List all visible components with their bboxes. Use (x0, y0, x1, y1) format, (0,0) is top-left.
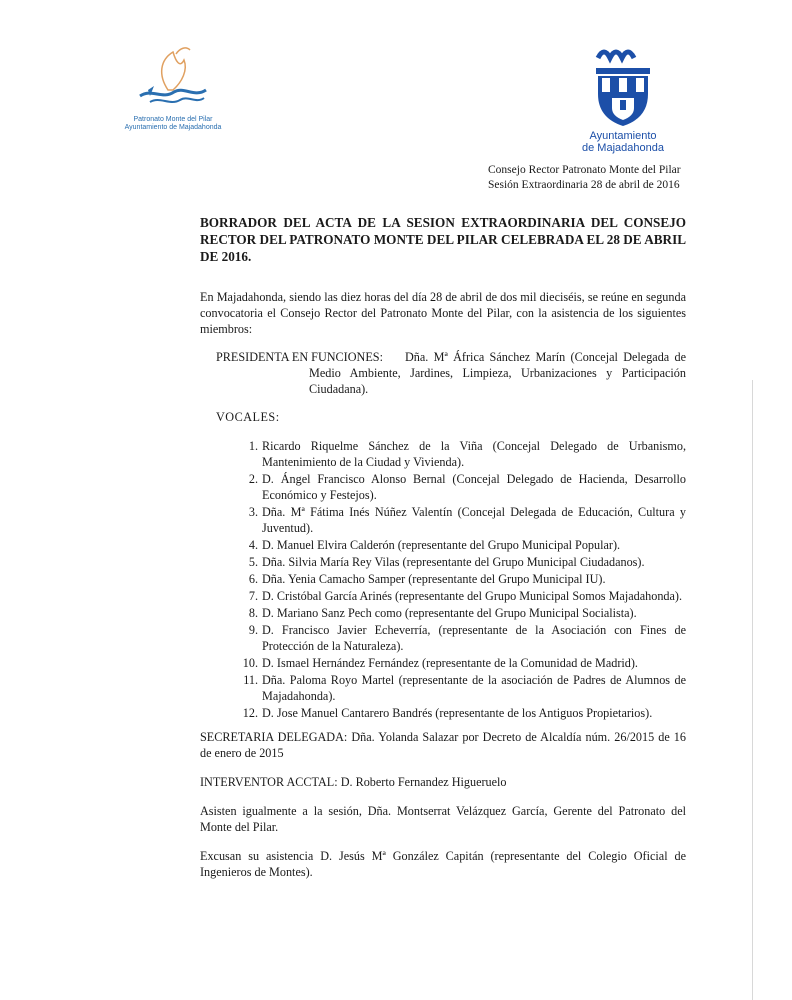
list-item (200, 571, 686, 587)
list-item-text: Dña. Mª Fátima Inés Núñez Valentín (Concejal Delegada de Educación, Cultura y Juventud). (262, 505, 686, 535)
intro-paragraph: En Majadahonda, siendo las diez horas del día 28 de abril de dos mil dieciséis, se reúne en segunda convocatoria el Consejo Rector del Patronato Monte del Pilar, con la asistencia de los siguientes miembros: (200, 290, 686, 336)
council-name: Consejo Rector Patronato Monte del Pilar (488, 164, 681, 176)
ayuntamiento-logo-caption-1: Ayuntamiento (589, 130, 657, 142)
presidenta-text: Dña. Mª África Sánchez Marín (Concejal Delegada de Medio Ambiente, Jardines, Limpieza, Urbanizaciones y Participación Ciudadana). (309, 350, 686, 396)
list-item-number: 6. (248, 572, 258, 586)
interventor-label: INTERVENTOR ACCTAL: (200, 775, 338, 789)
list-item-text: D. Mariano Sanz Pech como (representante del Grupo Municipal Socialista). (262, 606, 637, 620)
list-item-text: Dña. Paloma Royo Martel (representante de la asociación de Padres de Alumnos de Majadahonda). (262, 673, 686, 703)
list-item-number: 1. (248, 439, 258, 453)
list-item (200, 554, 686, 570)
interventor-paragraph (200, 774, 686, 790)
list-item (200, 655, 686, 671)
list-item-number: 12. (242, 706, 258, 720)
list-item-text: D. Francisco Javier Echeverría, (representante de la Asociación con Fines de Protección de la Naturaleza). (262, 623, 686, 653)
list-item-number: 10. (242, 656, 258, 670)
excusan-paragraph: Excusan su asistencia D. Jesús Mª González Capitán (representante del Colegio Oficial de Ingenieros de Montes). (200, 849, 686, 879)
list-item-number: 4. (248, 538, 258, 552)
asisten-paragraph: Asisten igualmente a la sesión, Dña. Montserrat Velázquez García, Gerente del Patronato del Monte del Pilar. (200, 804, 686, 834)
list-item (200, 438, 686, 470)
patronato-logo-caption-2: Ayuntamiento de Majadahonda (124, 124, 222, 131)
secretaria-text: Dña. Yolanda Salazar por Decreto de Alcaldía núm. 26/2015 de 16 de enero de 2015 (200, 730, 686, 760)
list-item-text: Ricardo Riquelme Sánchez de la Viña (Concejal Delegado de Urbanismo, Mantenimiento de la Ciudad y Vivienda). (262, 439, 686, 469)
bird-icon (118, 40, 228, 118)
secretaria-paragraph (200, 729, 686, 761)
list-item (200, 537, 686, 553)
list-item-text: D. Cristóbal García Arinés (representante del Grupo Municipal Somos Majadahonda). (262, 589, 683, 603)
header-info (488, 163, 681, 193)
list-item-number: 3. (248, 505, 258, 519)
interventor-text: D. Roberto Fernandez Higueruelo (340, 775, 507, 789)
list-item (200, 672, 686, 704)
list-item-text: Dña. Silvia María Rey Vilas (representante del Grupo Municipal Ciudadanos). (262, 555, 645, 569)
list-item-text: D. Manuel Elvira Calderón (representante del Grupo Municipal Popular). (262, 538, 621, 552)
list-item-text: D. Ángel Francisco Alonso Bernal (Concejal Delegado de Hacienda, Desarrollo Económico y Festejos). (262, 472, 686, 502)
patronato-logo (118, 40, 228, 140)
ayuntamiento-logo (568, 40, 678, 160)
scan-edge-line (752, 380, 753, 1000)
list-item (200, 705, 686, 721)
vocales-label: VOCALES: (216, 410, 280, 424)
list-item (200, 588, 686, 604)
secretaria-label: SECRETARIA DELEGADA: (200, 730, 348, 744)
list-item (200, 605, 686, 621)
patronato-logo-caption-1: Patronato Monte del Pilar (133, 116, 213, 123)
list-item-number: 9. (248, 623, 258, 637)
list-item-text: D. Jose Manuel Cantarero Bandrés (representante de los Antiguos Propietarios). (262, 706, 653, 720)
presidenta-label: PRESIDENTA EN FUNCIONES: (216, 350, 383, 364)
list-item-number: 7. (248, 589, 258, 603)
session-date: Sesión Extraordinaria 28 de abril de 2016 (488, 179, 680, 191)
list-item-text: D. Ismael Hernández Fernández (representante de la Comunidad de Madrid). (262, 656, 638, 670)
vocales-list (200, 438, 686, 722)
list-item-number: 11. (243, 673, 258, 687)
document-title: BORRADOR DEL ACTA DE LA SESION EXTRAORDINARIA DEL CONSEJO RECTOR DEL PATRONATO MONTE DEL PILAR CELEBRADA EL 28 DE ABRIL DE 2016. (200, 215, 686, 264)
ayuntamiento-logo-caption-2: de Majadahonda (582, 142, 664, 154)
list-item (200, 622, 686, 654)
list-item-number: 8. (248, 606, 258, 620)
list-item (200, 504, 686, 536)
list-item-number: 5. (248, 555, 258, 569)
list-item-text: Dña. Yenia Camacho Samper (representante del Grupo Municipal IU). (262, 572, 606, 586)
shield-icon (568, 40, 678, 128)
list-item (200, 471, 686, 503)
list-item-number: 2. (248, 472, 258, 486)
